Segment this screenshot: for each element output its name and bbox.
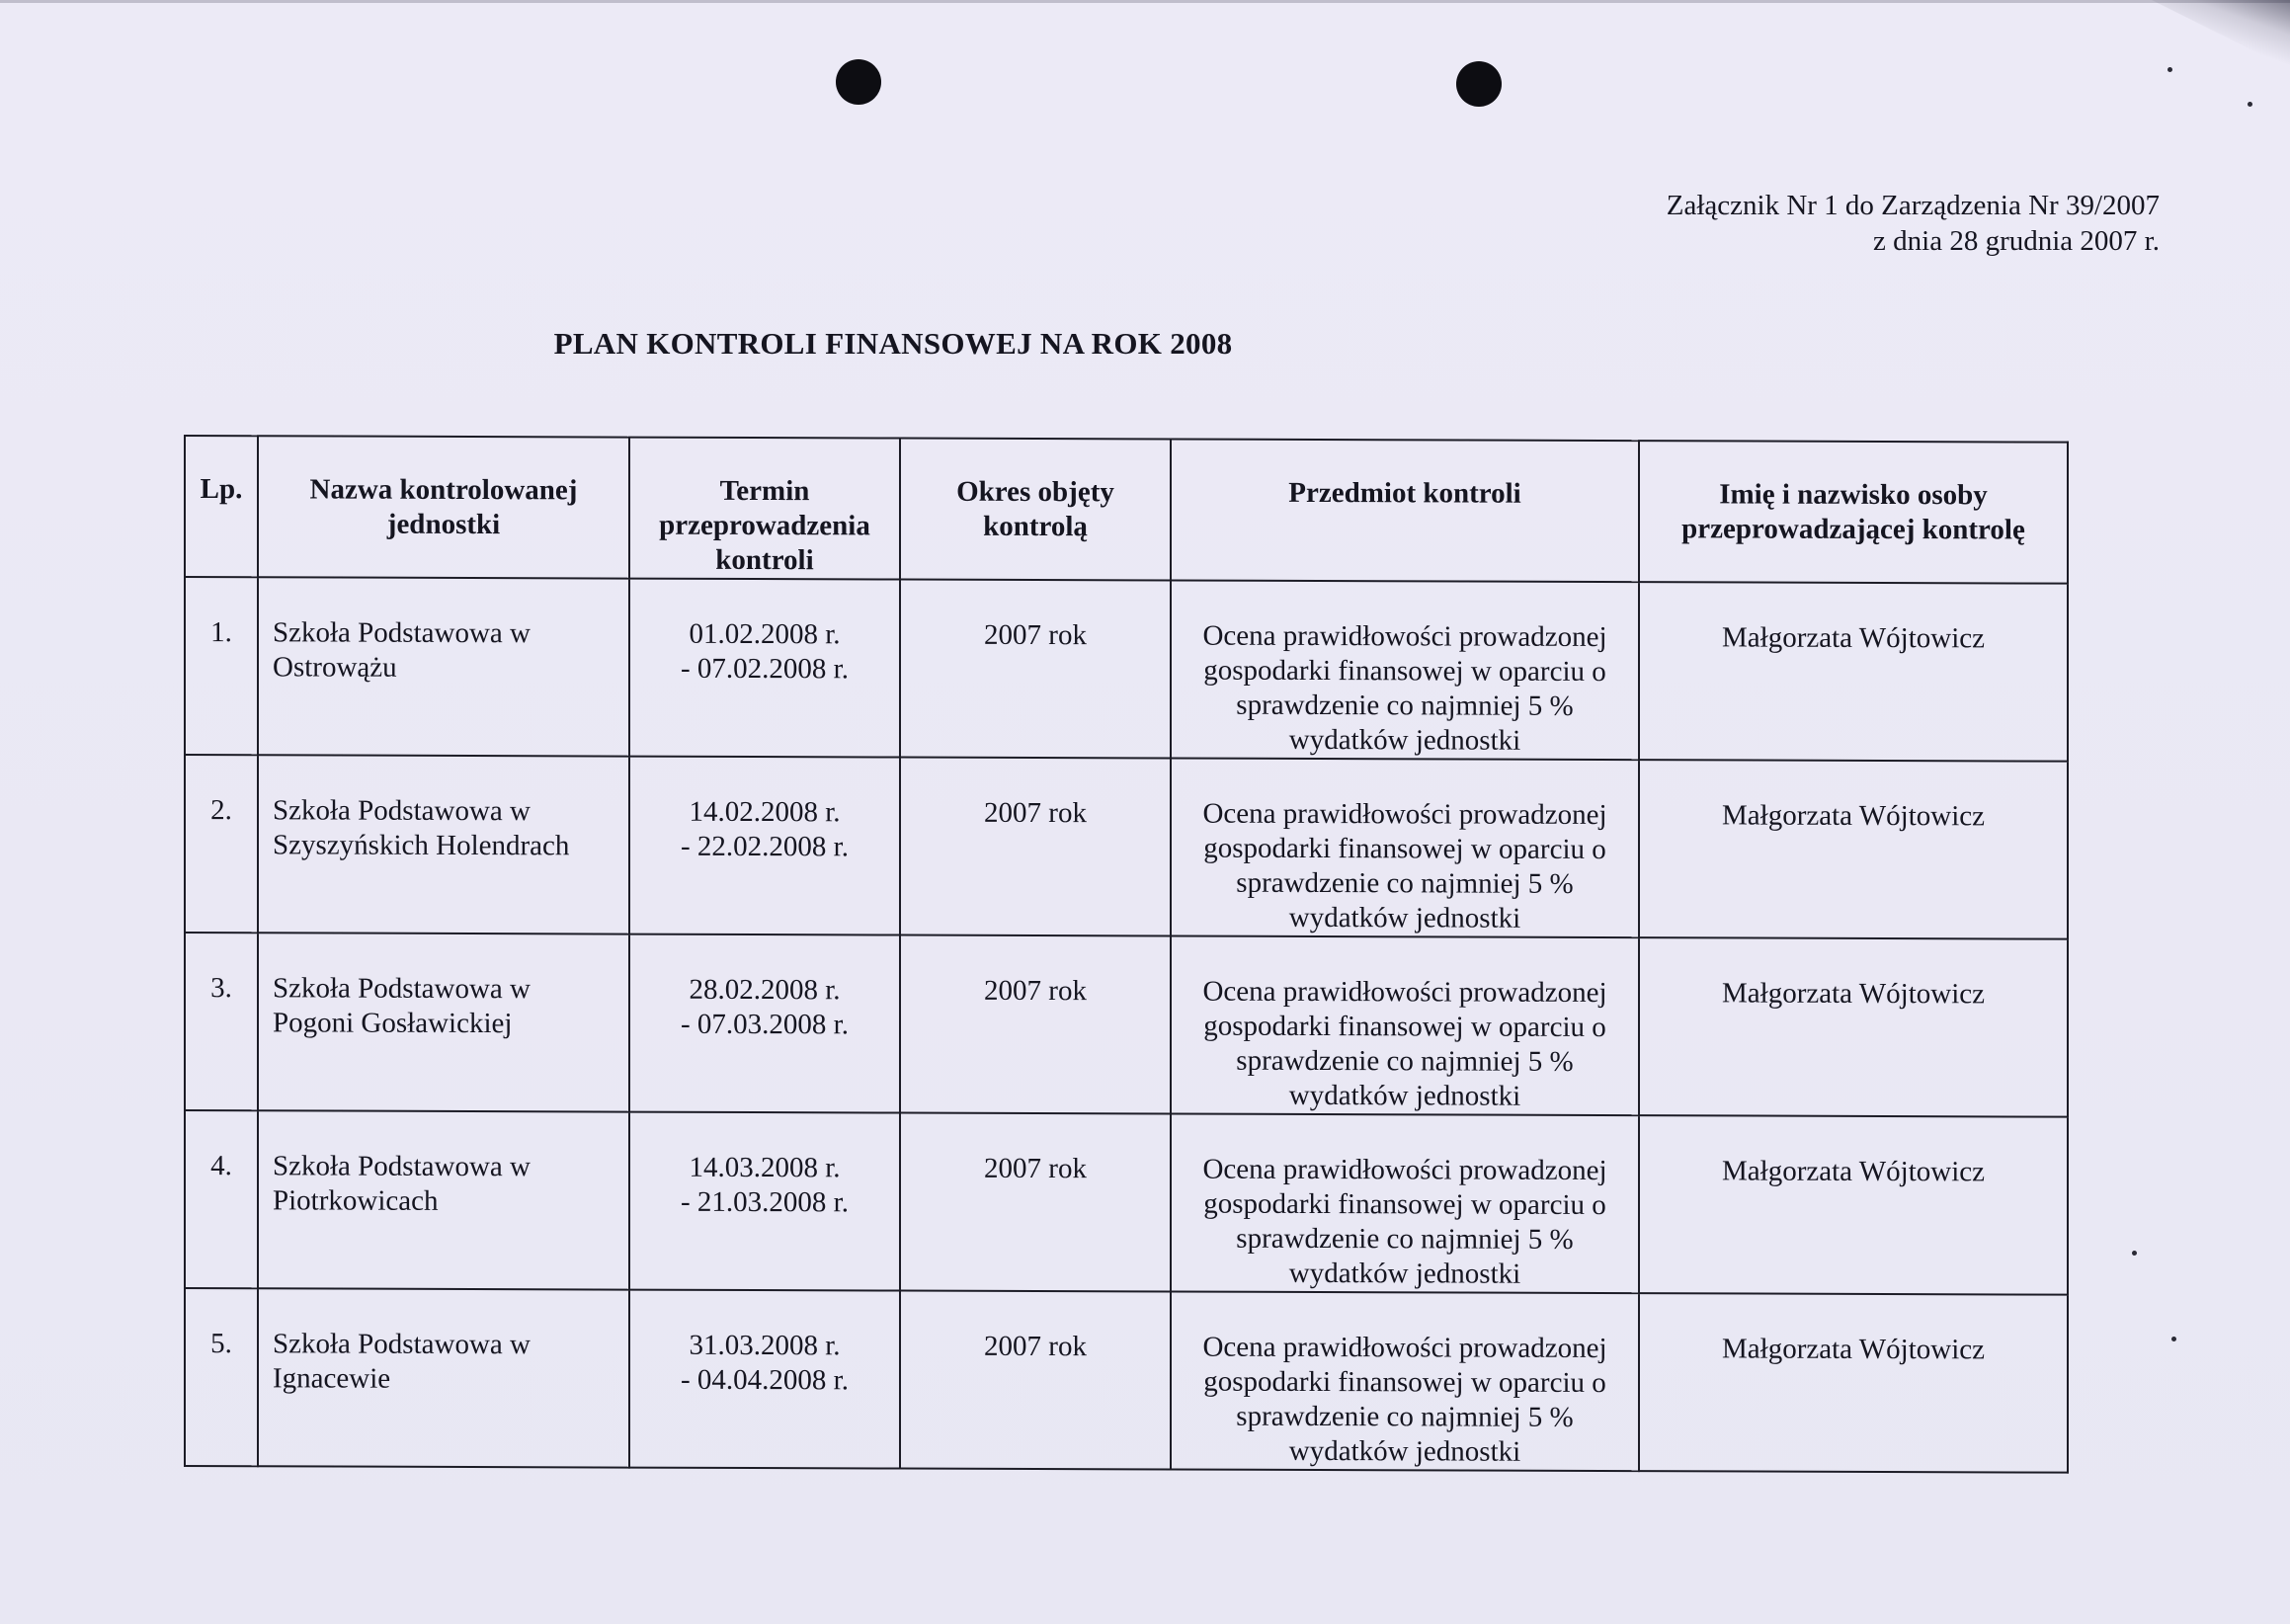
unit-name-line-2: Szyszyńskich Holendrach xyxy=(273,829,570,862)
subject-line-2: gospodarki finansowej w oparciu o xyxy=(1203,1187,1606,1222)
header-unit-name-line-1: Nazwa kontrolowanej xyxy=(309,473,578,507)
cell-term xyxy=(629,1112,900,1291)
subject-line-2: gospodarki finansowej w oparciu o xyxy=(1203,1365,1606,1400)
cell-period: 2007 rok xyxy=(900,1113,1171,1292)
cell-person: Małgorzata Wójtowicz xyxy=(1639,937,2068,1117)
term-start: 14.02.2008 r. xyxy=(689,795,841,829)
subject-line-2: gospodarki finansowej w oparciu o xyxy=(1203,1010,1606,1044)
term-end: - 07.02.2008 r. xyxy=(681,652,849,686)
attachment-reference xyxy=(1667,188,2160,259)
subject-line-4: wydatków jednostki xyxy=(1288,723,1521,757)
cell-subject xyxy=(1171,758,1639,937)
cell-term xyxy=(629,1290,900,1469)
page-top-edge xyxy=(0,0,2290,3)
unit-name-line-1: Szkoła Podstawowa w xyxy=(273,616,531,650)
unit-name-line-2: Ostrowążu xyxy=(273,651,397,684)
header-term-line-2: przeprowadzenia xyxy=(659,509,870,542)
term-start: 31.03.2008 r. xyxy=(689,1329,841,1362)
cell-period: 2007 rok xyxy=(900,758,1171,936)
cell-term xyxy=(629,934,900,1113)
table-row xyxy=(185,577,2068,762)
cell-person: Małgorzata Wójtowicz xyxy=(1639,1115,2068,1295)
subject-line-4: wydatków jednostki xyxy=(1288,1257,1521,1290)
cell-person: Małgorzata Wójtowicz xyxy=(1639,760,2068,939)
term-end: - 07.03.2008 r. xyxy=(681,1008,849,1041)
table-row xyxy=(185,1110,2068,1295)
attachment-reference-line-2: z dnia 28 grudnia 2007 r. xyxy=(1873,225,2160,257)
subject-line-4: wydatków jednostki xyxy=(1288,1434,1521,1468)
punch-hole-left xyxy=(836,59,881,105)
unit-name-line-2: Ignacewie xyxy=(273,1362,391,1395)
attachment-reference-line-1: Załącznik Nr 1 do Zarządzenia Nr 39/2007 xyxy=(1666,190,2160,221)
cell-subject xyxy=(1171,1291,1639,1471)
cell-term xyxy=(629,757,900,935)
cell-person: Małgorzata Wójtowicz xyxy=(1639,1293,2068,1473)
cell-lp: 1. xyxy=(185,577,258,755)
scan-speck xyxy=(2171,1337,2176,1341)
cell-lp: 3. xyxy=(185,933,258,1110)
header-period-line-2: kontrolą xyxy=(983,510,1088,543)
subject-line-1: Ocena prawidłowości prowadzonej xyxy=(1202,1331,1607,1365)
unit-name-line-1: Szkoła Podstawowa w xyxy=(273,794,531,828)
cell-person: Małgorzata Wójtowicz xyxy=(1639,582,2068,762)
term-start: 28.02.2008 r. xyxy=(689,973,841,1007)
cell-lp: 4. xyxy=(185,1110,258,1288)
document-title: PLAN KONTROLI FINANSOWEJ NA ROK 2008 xyxy=(553,326,1233,361)
term-start: 14.03.2008 r. xyxy=(689,1151,841,1184)
subject-line-3: sprawdzenie co najmniej 5 % xyxy=(1236,866,1574,900)
scan-speck xyxy=(2167,67,2172,72)
subject-line-3: sprawdzenie co najmniej 5 % xyxy=(1236,689,1574,722)
header-term-line-3: kontroli xyxy=(715,543,814,577)
term-end: - 22.02.2008 r. xyxy=(681,830,849,863)
header-person xyxy=(1639,441,2068,584)
punch-hole-right xyxy=(1456,61,1502,107)
cell-subject xyxy=(1171,580,1639,760)
header-person-line-2: przeprowadzającej kontrolę xyxy=(1681,513,2025,546)
table-header-row xyxy=(185,436,2068,584)
subject-line-3: sprawdzenie co najmniej 5 % xyxy=(1236,1400,1574,1433)
header-subject-label: Przedmiot kontroli xyxy=(1288,476,1521,510)
cell-subject xyxy=(1171,935,1639,1115)
header-lp-label: Lp. xyxy=(200,473,243,506)
subject-line-1: Ocena prawidłowości prowadzonej xyxy=(1202,975,1607,1010)
subject-line-3: sprawdzenie co najmniej 5 % xyxy=(1236,1044,1574,1078)
header-period-line-1: Okres objęty xyxy=(956,475,1114,509)
table-row xyxy=(185,755,2068,939)
document-title-wrapper xyxy=(0,326,2290,362)
cell-unit-name xyxy=(258,1110,629,1289)
cell-unit-name xyxy=(258,577,629,756)
cell-subject xyxy=(1171,1113,1639,1293)
unit-name-line-1: Szkoła Podstawowa w xyxy=(273,972,531,1006)
cell-lp: 5. xyxy=(185,1288,258,1466)
unit-name-line-1: Szkoła Podstawowa w xyxy=(273,1328,531,1361)
table-row xyxy=(185,933,2068,1117)
header-person-line-1: Imię i nazwisko osoby xyxy=(1719,478,1988,512)
cell-period: 2007 rok xyxy=(900,935,1171,1114)
subject-line-1: Ocena prawidłowości prowadzonej xyxy=(1202,797,1607,832)
scan-speck xyxy=(2248,102,2252,107)
term-end: - 21.03.2008 r. xyxy=(681,1185,849,1219)
unit-name-line-2: Pogoni Gosławickiej xyxy=(273,1007,513,1040)
table-row xyxy=(185,1288,2068,1473)
term-end: - 04.04.2008 r. xyxy=(681,1363,849,1397)
cell-term xyxy=(629,579,900,758)
header-subject xyxy=(1171,439,1639,582)
subject-line-1: Ocena prawidłowości prowadzonej xyxy=(1202,1153,1607,1187)
header-period xyxy=(900,439,1171,581)
header-term xyxy=(629,438,900,580)
subject-line-2: gospodarki finansowej w oparciu o xyxy=(1203,654,1606,689)
header-lp xyxy=(185,436,258,577)
control-plan-table xyxy=(184,435,2069,1474)
subject-line-1: Ocena prawidłowości prowadzonej xyxy=(1202,619,1607,654)
header-unit-name xyxy=(258,436,629,578)
header-term-line-1: Termin xyxy=(719,474,810,508)
cell-period: 2007 rok xyxy=(900,580,1171,759)
unit-name-line-1: Szkoła Podstawowa w xyxy=(273,1150,531,1183)
cell-unit-name xyxy=(258,1288,629,1467)
cell-lp: 2. xyxy=(185,755,258,933)
subject-line-2: gospodarki finansowej w oparciu o xyxy=(1203,832,1606,866)
cell-unit-name xyxy=(258,933,629,1111)
term-start: 01.02.2008 r. xyxy=(689,617,841,651)
page-corner-fold xyxy=(2152,0,2290,69)
header-unit-name-line-2: jednostki xyxy=(386,508,501,541)
subject-line-4: wydatków jednostki xyxy=(1288,901,1521,934)
subject-line-4: wydatków jednostki xyxy=(1288,1079,1521,1112)
subject-line-3: sprawdzenie co najmniej 5 % xyxy=(1236,1222,1574,1256)
cell-period: 2007 rok xyxy=(900,1291,1171,1470)
scan-speck xyxy=(2132,1251,2137,1256)
cell-unit-name xyxy=(258,755,629,934)
unit-name-line-2: Piotrkowicach xyxy=(273,1184,439,1217)
